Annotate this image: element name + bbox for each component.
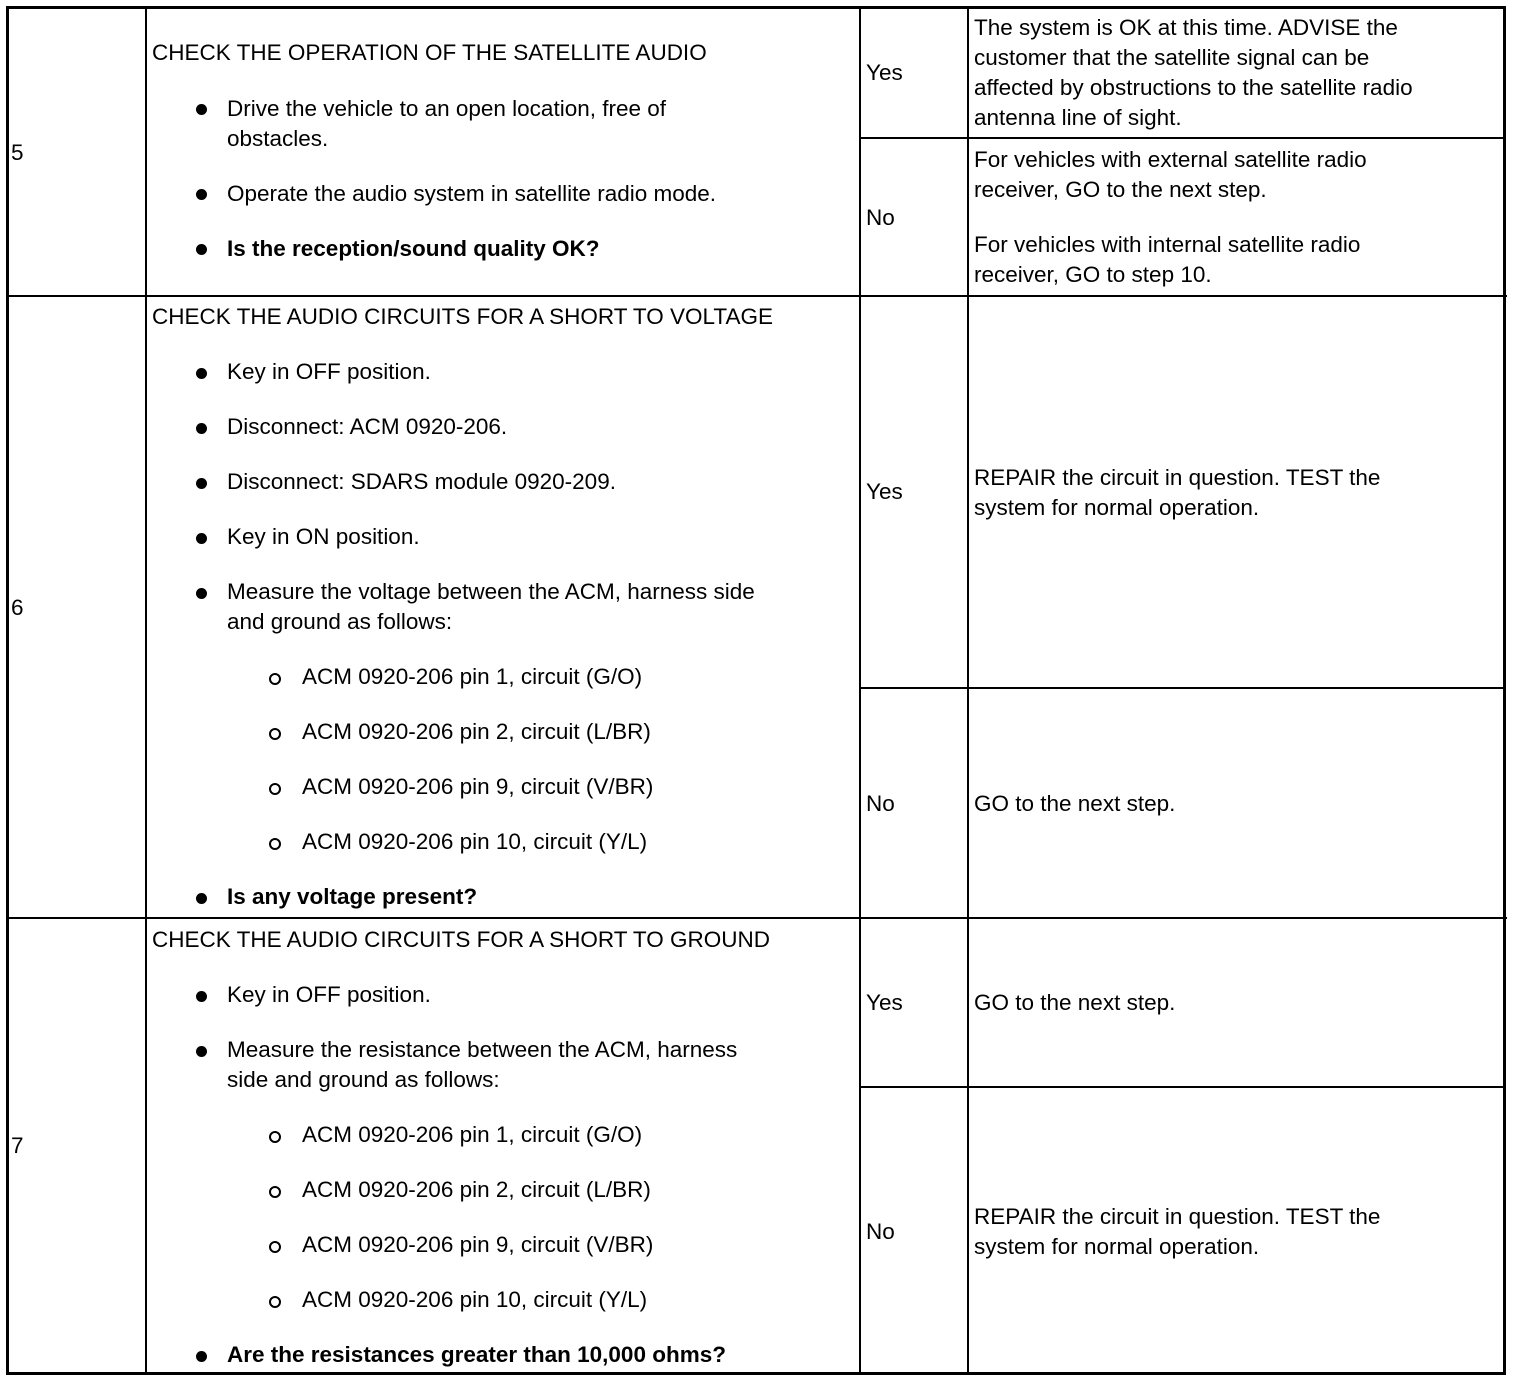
bullet-icon	[196, 1351, 207, 1362]
test-question: Is the reception/sound quality OK?	[227, 236, 600, 261]
column-divider	[859, 7, 861, 1375]
test-question: Is any voltage present?	[227, 884, 478, 909]
yes-action: GO to the next step.	[974, 990, 1176, 1015]
sub-bullet-icon	[269, 783, 281, 795]
bullet-icon	[196, 189, 207, 200]
yes-action: affected by obstructions to the satellite radio	[974, 75, 1413, 100]
no-action: receiver, GO to step 10.	[974, 262, 1212, 287]
bullet-icon	[196, 533, 207, 544]
result-yes-label: Yes	[866, 479, 903, 504]
no-action: REPAIR the circuit in question. TEST the	[974, 1204, 1381, 1229]
sub-bullet-icon	[269, 1186, 281, 1198]
pin-check: ACM 0920-206 pin 2, circuit (L/BR)	[302, 719, 651, 744]
result-divider	[860, 687, 1506, 689]
result-yes-label: Yes	[866, 990, 903, 1015]
bullet-icon	[196, 1046, 207, 1057]
sub-bullet-icon	[269, 1131, 281, 1143]
sub-bullet-icon	[269, 673, 281, 685]
test-instruction: Operate the audio system in satellite radio mode.	[227, 181, 717, 206]
step-number: 7	[11, 1133, 24, 1158]
test-instruction: Drive the vehicle to an open location, free of	[227, 96, 667, 121]
yes-action: customer that the satellite signal can be	[974, 45, 1370, 70]
bullet-icon	[196, 991, 207, 1002]
pin-check: ACM 0920-206 pin 9, circuit (V/BR)	[302, 774, 654, 799]
step-title: CHECK THE OPERATION OF THE SATELLITE AUDIO	[152, 40, 707, 65]
test-instruction: Disconnect: SDARS module 0920-209.	[227, 469, 616, 494]
result-divider	[860, 137, 1506, 139]
no-action: receiver, GO to the next step.	[974, 177, 1267, 202]
row-divider	[7, 295, 1507, 297]
test-instruction: Key in OFF position.	[227, 982, 431, 1007]
test-instruction: Disconnect: ACM 0920-206.	[227, 414, 508, 439]
yes-action: The system is OK at this time. ADVISE the	[974, 15, 1398, 40]
bullet-icon	[196, 893, 207, 904]
test-question: Are the resistances greater than 10,000 ohms?	[227, 1342, 726, 1367]
bullet-icon	[196, 588, 207, 599]
no-action: For vehicles with external satellite radio	[974, 147, 1367, 172]
result-no-label: No	[866, 791, 895, 816]
bullet-icon	[196, 423, 207, 434]
test-instruction: side and ground as follows:	[227, 1067, 500, 1092]
yes-action: system for normal operation.	[974, 495, 1260, 520]
bullet-icon	[196, 104, 207, 115]
pin-check: ACM 0920-206 pin 2, circuit (L/BR)	[302, 1177, 651, 1202]
sub-bullet-icon	[269, 838, 281, 850]
bullet-icon	[196, 244, 207, 255]
diagnostic-table	[6, 6, 1506, 1375]
row-divider	[7, 917, 1507, 919]
column-divider	[145, 7, 147, 1375]
sub-bullet-icon	[269, 1241, 281, 1253]
pin-check: ACM 0920-206 pin 10, circuit (Y/L)	[302, 1287, 648, 1312]
yes-action: antenna line of sight.	[974, 105, 1182, 130]
step-number: 6	[11, 595, 24, 620]
pin-check: ACM 0920-206 pin 10, circuit (Y/L)	[302, 829, 648, 854]
bullet-icon	[196, 368, 207, 379]
pin-check: ACM 0920-206 pin 1, circuit (G/O)	[302, 664, 643, 689]
sub-bullet-icon	[269, 728, 281, 740]
step-number: 5	[11, 140, 24, 165]
result-divider	[860, 1086, 1506, 1088]
result-yes-label: Yes	[866, 60, 903, 85]
no-action: system for normal operation.	[974, 1234, 1260, 1259]
step-title: CHECK THE AUDIO CIRCUITS FOR A SHORT TO GROUND	[152, 927, 771, 952]
bullet-icon	[196, 478, 207, 489]
test-instruction: Measure the voltage between the ACM, harness side	[227, 579, 755, 604]
result-no-label: No	[866, 205, 895, 230]
yes-action: REPAIR the circuit in question. TEST the	[974, 465, 1381, 490]
sub-bullet-icon	[269, 1296, 281, 1308]
test-instruction: obstacles.	[227, 126, 329, 151]
column-divider	[967, 7, 969, 1375]
test-instruction: Measure the resistance between the ACM, harness	[227, 1037, 738, 1062]
test-instruction: and ground as follows:	[227, 609, 453, 634]
no-action: For vehicles with internal satellite radio	[974, 232, 1361, 257]
step-title: CHECK THE AUDIO CIRCUITS FOR A SHORT TO VOLTAGE	[152, 304, 773, 329]
test-instruction: Key in OFF position.	[227, 359, 431, 384]
pin-check: ACM 0920-206 pin 1, circuit (G/O)	[302, 1122, 643, 1147]
no-action: GO to the next step.	[974, 791, 1176, 816]
result-no-label: No	[866, 1219, 895, 1244]
test-instruction: Key in ON position.	[227, 524, 420, 549]
pin-check: ACM 0920-206 pin 9, circuit (V/BR)	[302, 1232, 654, 1257]
